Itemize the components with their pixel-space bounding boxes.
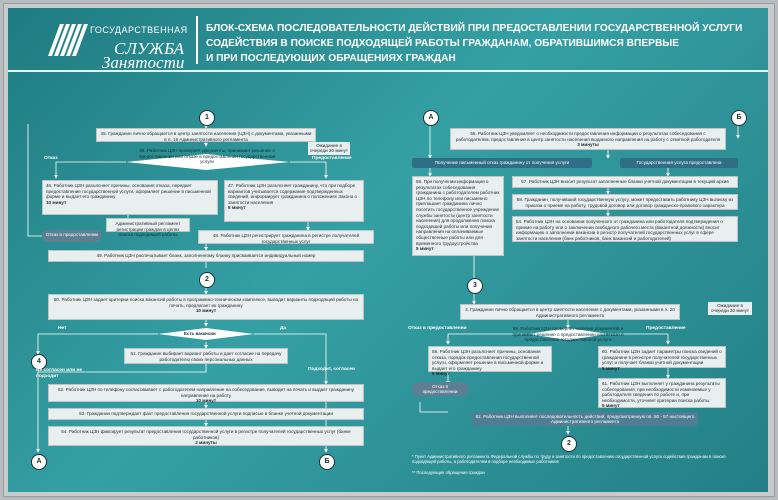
step-47 bbox=[224, 180, 364, 222]
regulation-note: Административный регламент регистрации граждан в целях поиска подходящей работы bbox=[106, 218, 190, 232]
step-49-text: 49. Работник ЦЗН распечатывает бланк, заполненному бланку присваивается индивидуальный номер bbox=[96, 253, 316, 258]
label-refuse: Отказ bbox=[44, 156, 58, 161]
label-provide-2: Предоставление bbox=[646, 326, 686, 331]
logo-text-line2: СЛУЖБА bbox=[114, 39, 185, 58]
step-45: 45. Гражданин лично обращается в центр занятости населения (ЦЗН) с документами, указанными в п. 19 Административного регламента bbox=[96, 128, 316, 142]
step-53: 53. Гражданин подтверждает факт предоставления государственной услуги подписью в бланке учетной документации bbox=[48, 408, 364, 420]
step-number-1: 1 bbox=[199, 110, 215, 126]
step-52-text: 52. Работник ЦЗН по телефону согласовывает с работодателем направление на собеседование, выводит на печать и выдает гражданину направление на работу bbox=[57, 387, 354, 398]
step-57-text: 57. Работник ЦЗН вносит результат заполненные бланки учетной документации в текущий архив bbox=[521, 179, 729, 184]
step-number-2b: 2 bbox=[561, 436, 577, 452]
label-disagree: Не согласен или не подходит bbox=[36, 368, 83, 379]
connector-b: Б bbox=[319, 454, 335, 470]
step-47-text: 47. Работник ЦЗН разъясняет гражданину, что при подборе вариантов учитывается содержание подтвержденных сведений, информирует гражданина о положениях Закона о занятости населения bbox=[228, 183, 358, 205]
step-61-text: 61. Работник ЦЗН выполняет у гражданина результаты собеседования, при необходимости изменяемые у работодателя сведения по работе и, при необходимости, уточняет критерии поиска работы bbox=[602, 381, 720, 403]
label-no: Нет bbox=[58, 326, 67, 331]
wait-30-min-1: Ожидание в очереди 30 минут bbox=[308, 142, 350, 155]
step-52 bbox=[48, 384, 364, 402]
logo-text-line1: ГОСУДАРСТВЕННАЯ bbox=[90, 25, 188, 35]
label-refuse-2: Отказ в предоставлении bbox=[408, 326, 467, 331]
step-46-refuse-text: 46. Работник ЦЗН разъясняет причины, основания отказа, передает предоставление государственной услуги, оформляет решение в письменной форме и выдает его гражданину bbox=[46, 183, 211, 200]
wait-30-min-2: Ожидание в очереди 30 минут bbox=[708, 302, 752, 315]
step-57 bbox=[512, 176, 738, 188]
step-54 bbox=[48, 426, 364, 446]
step-number-3: 3 bbox=[467, 278, 483, 294]
title-separator bbox=[196, 16, 198, 64]
label-yes: Да bbox=[280, 326, 287, 331]
step-3: 3. Гражданин лично обращается в центр занятости населения с документами, указанными в п. 20 Административного регламента bbox=[460, 304, 680, 320]
step-60 bbox=[598, 346, 726, 371]
pill-provided: Государственная услуга предоставлена bbox=[620, 158, 738, 168]
step-61 bbox=[598, 378, 726, 408]
step-54-text: 54. Работник ЦЗН фиксирует результат предоставления государственной услуги в регистре получателей государственных услуг (банке работников) bbox=[61, 429, 351, 440]
connector-b-start: Б bbox=[731, 110, 747, 126]
step-51: 51. Гражданин выбирает вариант работы и дает согласие на передачу работодателю своих персональных данных bbox=[124, 348, 288, 364]
footnote-2: ** Последующие обращения граждан bbox=[412, 470, 485, 475]
step-46-refuse bbox=[42, 180, 218, 215]
step-58: 58. Гражданин, получивший государственную услугу, может предоставить работнику ЦЗН выписку из приказа о приеме на работу, трудовой договор или договор гражданско-правового характера bbox=[512, 194, 738, 210]
step-59-refuse-time: 5 минут bbox=[432, 371, 450, 377]
step-60-time: 5 минут bbox=[602, 365, 620, 371]
step-46-refuse-time: 10 минут bbox=[46, 199, 67, 205]
title-line3: И ПРИ ПОСЛЕДУЮЩИХ ОБРАЩЕНИЯХ ГРАЖДАН bbox=[206, 53, 456, 64]
title-line1: БЛОК-СХЕМА ПОСЛЕДОВАТЕЛЬНОСТИ ДЕЙСТВИЙ ПРИ ПРЕДОСТАВЛЕНИИ ГОСУДАРСТВЕННОЙ УСЛУГИ bbox=[206, 23, 743, 34]
flowchart bbox=[8, 72, 768, 492]
label-provide: Предоставление bbox=[312, 156, 352, 161]
pill-refuse-2: Отказ в предоставлении bbox=[412, 382, 468, 396]
step-50 bbox=[48, 294, 364, 320]
step-60-text: 60. Работник ЦЗН задает параметры поиска сведений о гражданине в регистре получателей государственных услуг и получает бланки учетной документации bbox=[602, 349, 722, 366]
step-56-time: 5 минут bbox=[416, 246, 434, 252]
step-61-time: 5 минут bbox=[602, 403, 620, 409]
step-54-right: 54. Работник ЦЗН на основании полученного от гражданина или работодателя подтверждения о приеме на работу или о заключении свободного рабочего места (вакантной должности) вносит информацию о заполнении вакансии в регистр получателей государственных услуг в сфере занятости населения (банк работников, банк вакансий и работодателей) bbox=[512, 216, 738, 242]
label-has-vacancies: Есть вакансии bbox=[184, 331, 216, 336]
step-55-time: 3 минуты bbox=[577, 142, 599, 148]
step-54-time: 2 минуты bbox=[195, 440, 217, 446]
step-59-refuse-text: 59. Работник ЦЗН разъясняет причины, основания отказа, порядок предоставления государственной услуги, оформляет решение в письменной форме и выдает его гражданину bbox=[432, 349, 544, 371]
header bbox=[8, 8, 768, 72]
step-56-text: 56. При получении информации о результатах собеседования гражданина с работодателем работник ЦЗН по телефону или письменно приглашает гражданина лично посетить государственное учреждение службы занятости (центр занятости населения) для продолжения поиска подходящей работы или получения направления на оплачиваемые общественные работы или для временного трудоустройства bbox=[416, 179, 500, 246]
poster bbox=[8, 8, 768, 492]
footnote-1: * Пункт Административного регламента Федеральной службы по труду и занятости по предоставлению государственной услуги содействия гражданам в поиске подходящей работы, а работодателям в подборе необходимых работников bbox=[412, 454, 726, 465]
step-47-time: 5 минут bbox=[228, 205, 246, 211]
page-title bbox=[206, 21, 746, 66]
step-56 bbox=[412, 176, 504, 256]
logo-stripes-icon bbox=[30, 16, 90, 64]
logo bbox=[30, 16, 190, 72]
connector-a-start: А bbox=[423, 110, 439, 126]
pill-refuse: Отказ в предоставлении bbox=[42, 230, 102, 242]
label-agree: Подходит, согласен bbox=[308, 367, 355, 372]
step-49 bbox=[48, 250, 364, 262]
step-50-text: 50. Работник ЦЗН задает критерии поиска вакансий работы в программно-техническом комплексе, выводит варианты подходящей работы на печать, предлагает их гражданину bbox=[53, 297, 359, 308]
connector-a: А bbox=[31, 454, 47, 470]
step-62: 62. Работник ЦЗН выполняет последовательность действий, предусмотренную пп. 50 - 57 настоящего Административного регламента bbox=[472, 412, 698, 426]
step-59-refuse bbox=[428, 346, 552, 377]
step-55-text: 55. Работник ЦЗН уведомляет о необходимости предоставления информации о результатах собеседования с работодателем, предоставление в центр занятости населения выданного направления на работу с отметкой работодателя bbox=[455, 131, 721, 142]
step-number-4: 4 bbox=[31, 354, 47, 370]
logo-text-line3: Занятости bbox=[102, 53, 185, 72]
step-46-decision: 46. Работник ЦЗН проверяет документы, принимает решение о предоставлении или отказе в предоставлении государственной услуги bbox=[138, 148, 276, 165]
step-50-time: 10 минут bbox=[195, 308, 217, 314]
step-48: 48. Работник ЦЗН регистрирует гражданина в регистре получателей государственных услуг bbox=[198, 230, 374, 244]
pill-refuse-receive: Получение письменный отказ гражданину от получения услуги bbox=[412, 158, 592, 168]
step-55 bbox=[450, 128, 726, 150]
step-52-time: 10 минут bbox=[195, 398, 217, 404]
title-line2: СОДЕЙСТВИЯ В ПОИСКЕ ПОДХОДЯЩЕЙ РАБОТЫ ГРАЖДАНАМ, ОБРАТИВШИМСЯ ВПЕРВЫЕ bbox=[206, 38, 680, 49]
step-59-decision: 59. Работник ЦЗН проверяет наличие документов и принимает решение о предоставлении или отказе в предоставлении государственной услуги bbox=[512, 326, 624, 343]
step-number-2: 2 bbox=[199, 272, 215, 288]
